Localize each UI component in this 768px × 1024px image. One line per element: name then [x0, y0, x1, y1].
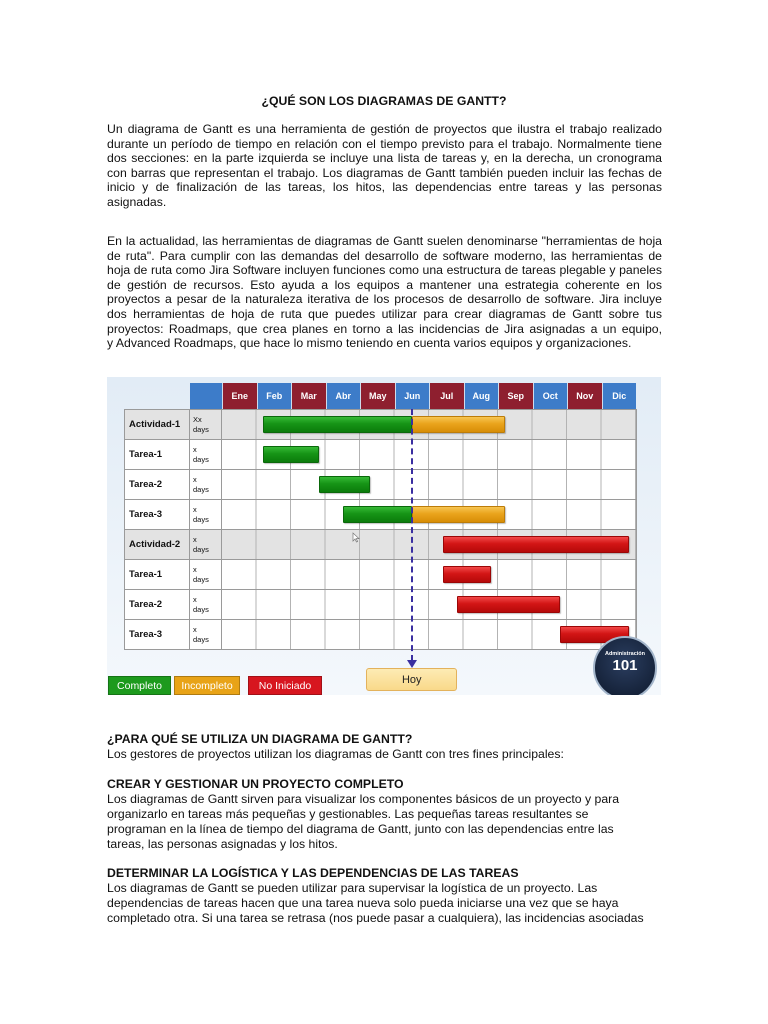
task-name: Actividad-1	[125, 410, 190, 439]
section-logistics	[107, 866, 662, 926]
duration-value: x	[193, 624, 197, 634]
month-header: Abr	[326, 383, 361, 409]
timeline-cells	[222, 560, 637, 589]
legend-item-incompleto: Incompleto	[174, 676, 240, 695]
task-duration	[190, 620, 222, 649]
gantt-bar	[263, 446, 318, 463]
paragraph-line: En la actualidad, las herramientas de diagramas de Gantt suelen denominarse "herramientas de hoja	[107, 234, 662, 248]
gantt-bar	[412, 416, 505, 433]
month-header: Ene	[222, 383, 257, 409]
task-name: Actividad-2	[125, 530, 190, 559]
task-name: Tarea-3	[125, 620, 190, 649]
task-name: Tarea-1	[125, 560, 190, 589]
gantt-row	[125, 620, 637, 650]
section-line: Los diagramas de Gantt se pueden utilizar para supervisar la logística de un proyecto. Las	[107, 881, 598, 895]
gantt-chart-figure	[107, 377, 661, 695]
task-duration	[190, 470, 222, 499]
legend-item-completo: Completo	[108, 676, 171, 695]
arrow-down-icon	[407, 660, 417, 668]
gantt-bar	[263, 416, 411, 433]
month-header: Mar	[291, 383, 326, 409]
gantt-row	[125, 440, 637, 470]
task-duration	[190, 410, 222, 439]
timeline-cells	[222, 620, 637, 649]
gantt-row	[125, 500, 637, 530]
duration-unit: days	[193, 574, 209, 584]
paragraph-line: con barras que representan el trabajo. Los diagramas de Gantt también pueden incluir las fechas de	[107, 165, 662, 180]
intro-paragraph	[107, 122, 662, 210]
task-duration	[190, 530, 222, 559]
paragraph-line: durante un período de tiempo en relación con el tiempo previsto para el trabajo. Normalmente tiene	[107, 136, 662, 151]
paragraph-line: dos secciones: en la parte izquierda se incluye una lista de tareas y, en la derecha, un cronograma	[107, 151, 662, 166]
month-header: May	[360, 383, 395, 409]
task-name: Tarea-2	[125, 590, 190, 619]
duration-header	[190, 383, 222, 409]
section-heading: CREAR Y GESTIONAR UN PROYECTO COMPLETO	[107, 777, 404, 791]
timeline-cells	[222, 530, 637, 559]
timeline-cells	[222, 590, 637, 619]
paragraph-line: proyectos: Roadmaps, que crea planes en torno a las incidencias de Jira asignadas a un equipo,	[107, 321, 662, 336]
duration-unit: days	[193, 514, 209, 524]
gantt-bar	[443, 566, 491, 583]
duration-unit: days	[193, 484, 209, 494]
month-header: Sep	[498, 383, 533, 409]
task-name: Tarea-2	[125, 470, 190, 499]
duration-value: x	[193, 444, 197, 454]
month-header: Jun	[395, 383, 430, 409]
gantt-bar	[319, 476, 371, 493]
gantt-row	[125, 410, 637, 440]
duration-unit: days	[193, 544, 209, 554]
section-heading: DETERMINAR LA LOGÍSTICA Y LAS DEPENDENCIAS DE LAS TAREAS	[107, 866, 519, 880]
month-header: Nov	[567, 383, 602, 409]
today-marker-line	[411, 409, 413, 661]
timeline-cells	[222, 410, 637, 439]
intro-paragraph	[107, 234, 662, 351]
gantt-row	[125, 590, 637, 620]
gantt-legend	[108, 676, 322, 695]
duration-unit: days	[193, 604, 209, 614]
gantt-bar	[343, 506, 412, 523]
section-purpose	[107, 732, 662, 762]
timeline-cells	[222, 440, 637, 469]
gantt-row	[125, 470, 637, 500]
duration-value: x	[193, 474, 197, 484]
paragraph-line: dos herramientas de hoja de ruta que puedes utilizar para crear diagramas de Gantt sobre tus	[107, 306, 662, 321]
duration-value: x	[193, 594, 197, 604]
paragraph-line: de gestión de recursos. Esto ayuda a los equipos a mantener una estrategia coherente en los	[107, 277, 662, 292]
section-line: completado otra. Si una tarea se retrasa (nos puede pasar a cualquiera), las incidencias asociadas	[107, 911, 644, 925]
month-header: Aug	[464, 383, 499, 409]
duration-value: x	[193, 534, 197, 544]
gantt-bar	[443, 536, 629, 553]
today-label: Hoy	[366, 668, 457, 691]
section-line: Los gestores de proyectos utilizan los diagramas de Gantt con tres fines principales:	[107, 747, 564, 761]
section-line: tareas, las personas asignadas y los hitos.	[107, 837, 338, 851]
gantt-bar	[457, 596, 561, 613]
section-line: dependencias de tareas hacen que una tarea nueva solo pueda iniciarse una vez que se haya	[107, 896, 619, 910]
paragraph-line: Un diagrama de Gantt es una herramienta de gestión de proyectos que ilustra el trabajo realizado	[107, 122, 662, 136]
section-create-manage	[107, 777, 662, 852]
section-line: organizarlo en tareas más pequeñas y gestionables. Las pequeñas tareas resultantes se	[107, 807, 589, 821]
document-title: ¿QUÉ SON LOS DIAGRAMAS DE GANTT?	[261, 94, 507, 108]
paragraph-line: y Advanced Roadmaps, que hace lo mismo teniendo en cuenta varios equipos y organizaciones.	[107, 336, 632, 351]
legend-item-no-iniciado: No Iniciado	[248, 676, 322, 695]
timeline-cells	[222, 500, 637, 529]
paragraph-line: proyectos a pesar de la naturaleza iterativa de los procesos de desarrollo de software. Jira incluye	[107, 292, 662, 307]
section-heading: ¿PARA QUÉ SE UTILIZA UN DIAGRAMA DE GANTT?	[107, 732, 413, 746]
gantt-row	[125, 560, 637, 590]
administracion-101-logo	[593, 636, 657, 695]
month-header: Jul	[429, 383, 464, 409]
mouse-cursor-icon	[352, 532, 360, 543]
month-header: Dic	[602, 383, 637, 409]
timeline-cells	[222, 470, 637, 499]
paragraph-line: de ruta". Para cumplir con las demandas del desarrollo de software moderno, las herramientas de	[107, 248, 662, 263]
task-name: Tarea-1	[125, 440, 190, 469]
duration-value: x	[193, 504, 197, 514]
duration-value: Xx	[193, 414, 202, 424]
duration-unit: days	[193, 424, 209, 434]
task-duration	[190, 590, 222, 619]
paragraph-line: hoja de ruta como Jira Software incluyen funciones como una estructura de tareas plegable y paneles	[107, 263, 662, 278]
logo-number: 101	[612, 657, 638, 674]
month-header: Oct	[533, 383, 568, 409]
task-name: Tarea-3	[125, 500, 190, 529]
task-duration	[190, 440, 222, 469]
gantt-table	[124, 409, 637, 650]
gantt-row	[125, 530, 637, 560]
gantt-bar	[412, 506, 505, 523]
duration-unit: days	[193, 634, 209, 644]
task-duration	[190, 500, 222, 529]
duration-value: x	[193, 564, 197, 574]
paragraph-line: asignadas.	[107, 194, 167, 209]
section-line: programan en la línea de tiempo del diagrama de Gantt, junto con las dependencias entre las	[107, 822, 614, 836]
section-line: Los diagramas de Gantt sirven para visualizar los componentes básicos de un proyecto y para	[107, 792, 620, 806]
duration-unit: days	[193, 454, 209, 464]
paragraph-line: inicio y de finalización de las tareas, los hitos, las dependencias entre tareas y las personas	[107, 180, 662, 195]
month-header-row	[190, 383, 636, 409]
task-duration	[190, 560, 222, 589]
logo-title: Administración	[604, 651, 646, 657]
month-header: Feb	[257, 383, 292, 409]
